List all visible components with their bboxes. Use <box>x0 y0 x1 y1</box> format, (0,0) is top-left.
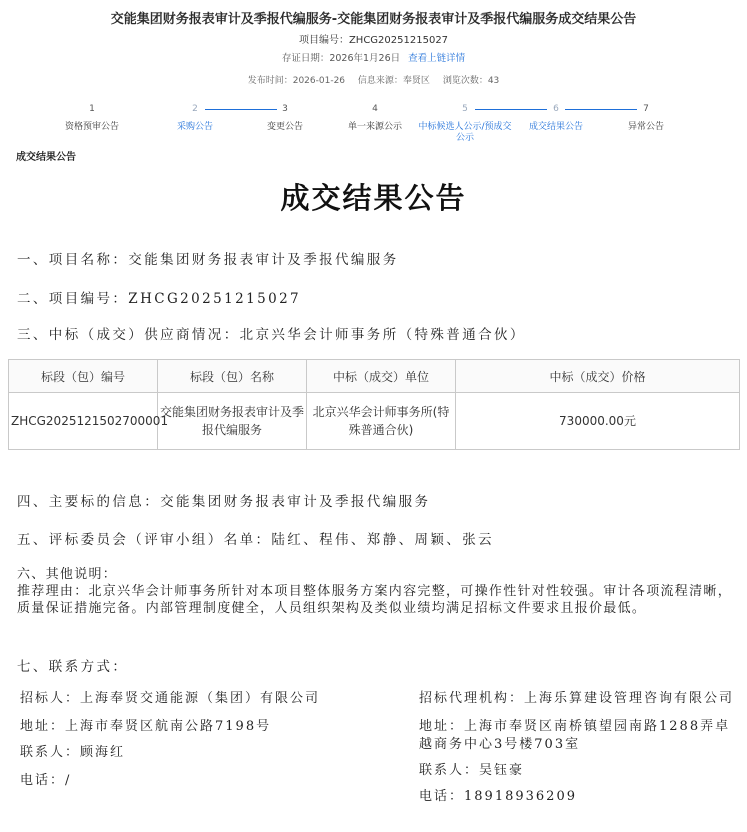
agency-name: 招标代理机构：上海乐算建设管理咨询有限公司 <box>419 691 735 706</box>
agency-phone: 电话：18918936209 <box>419 789 577 804</box>
result-table <box>8 359 740 450</box>
step-number: 4 <box>372 104 378 114</box>
tenderer-contact-person: 联系人：顾海红 <box>20 745 126 760</box>
step-label: 异常公告 <box>627 122 664 132</box>
table-header-row <box>9 360 740 393</box>
tenderer-address: 地址：上海市奉贤区航南公路7198号 <box>20 719 272 734</box>
step-label: 成交结果公告 <box>528 122 583 132</box>
agency-contact-person: 联系人：吴钰豪 <box>419 763 525 778</box>
section-tag: 成交结果公告 <box>16 152 76 163</box>
step-number: 6 <box>553 104 559 114</box>
announcement-title: 交能集团财务报表审计及季报代编服务-交能集团财务报表审计及季报代编服务成交结果公告 <box>110 12 637 27</box>
committee-list: 五、评标委员会（评审小组）名单：陆红、程伟、郑静、周颖、张云 <box>17 532 494 548</box>
project-name: 一、项目名称：交能集团财务报表审计及季报代编服务 <box>17 252 399 268</box>
step-number: 5 <box>462 104 468 114</box>
publish-time: 发布时间：2026-01-26 <box>247 76 346 86</box>
cell-lot-name: 交能集团财务报表审计及季报代编服务 <box>158 393 307 450</box>
step-label: 变更公告 <box>266 122 303 132</box>
info-source: 信息来源：奉贤区 <box>357 76 430 86</box>
step-label: 资格预审公告 <box>64 122 119 132</box>
other-notes <box>17 566 741 617</box>
deposit-date-line <box>0 50 747 64</box>
view-count: 浏览次数：43 <box>442 76 500 86</box>
step-label: 单一来源公示 <box>347 122 402 132</box>
other-notes-title: 六、其他说明： <box>17 567 118 582</box>
main-subject: 四、主要标的信息：交能集团财务报表审计及季报代编服务 <box>17 494 431 510</box>
step-5[interactable] <box>415 102 515 144</box>
cell-winner: 北京兴华会计师事务所(特殊普通合伙) <box>307 393 456 450</box>
step-number: 1 <box>89 104 95 114</box>
step-label: 中标候选人公示/预成交公示 <box>418 122 512 143</box>
step-7[interactable] <box>591 102 701 133</box>
step-number: 3 <box>282 104 288 114</box>
step-1[interactable] <box>37 102 147 133</box>
tenderer-contact <box>20 690 350 790</box>
view-chain-details-link[interactable]: 查看上链详情 <box>408 53 466 64</box>
col-header-winner: 中标（成交）单位 <box>307 360 456 393</box>
table-row <box>9 393 740 450</box>
document-title: 成交结果公告 <box>280 181 467 215</box>
tenderer-phone: 电话：/ <box>20 773 72 788</box>
cell-price: 730000.00元 <box>456 393 740 450</box>
col-header-lot-code: 标段（包）编号 <box>9 360 158 393</box>
step-label: 采购公告 <box>176 122 213 132</box>
step-4[interactable] <box>320 102 430 133</box>
meta-line <box>0 73 747 86</box>
cell-lot-code: ZHCG2025121502700001 <box>9 393 158 450</box>
step-number: 7 <box>643 104 649 114</box>
project-number: 二、项目编号：ZHCG20251215027 <box>17 291 302 307</box>
col-header-lot-name: 标段（包）名称 <box>158 360 307 393</box>
agency-contact <box>419 690 745 806</box>
process-steps <box>0 102 747 150</box>
deposit-date: 存证日期：2026年1月26日 <box>281 53 401 64</box>
supplier-info: 三、中标（成交）供应商情况：北京兴华会计师事务所（特殊普通合伙） <box>17 327 526 343</box>
contact-heading: 七、联系方式： <box>17 659 129 675</box>
tenderer-name: 招标人：上海奉贤交通能源（集团）有限公司 <box>20 691 321 706</box>
other-notes-body: 推荐理由：北京兴华会计师事务所针对本项目整体服务方案内容完整，可操作性针对性较强。审计各项流程清晰，质量保证措施完备。内部管理制度健全，人员组织架构及类似业绩均满足招标文件要求且报价最低。 <box>17 584 733 616</box>
agency-address: 地址：上海市奉贤区南桥镇望园南路1288弄卓越商务中心3号楼703室 <box>419 719 731 752</box>
project-code: 项目编号：ZHCG20251215027 <box>298 35 449 46</box>
step-number: 2 <box>192 104 198 114</box>
col-header-price: 中标（成交）价格 <box>456 360 740 393</box>
